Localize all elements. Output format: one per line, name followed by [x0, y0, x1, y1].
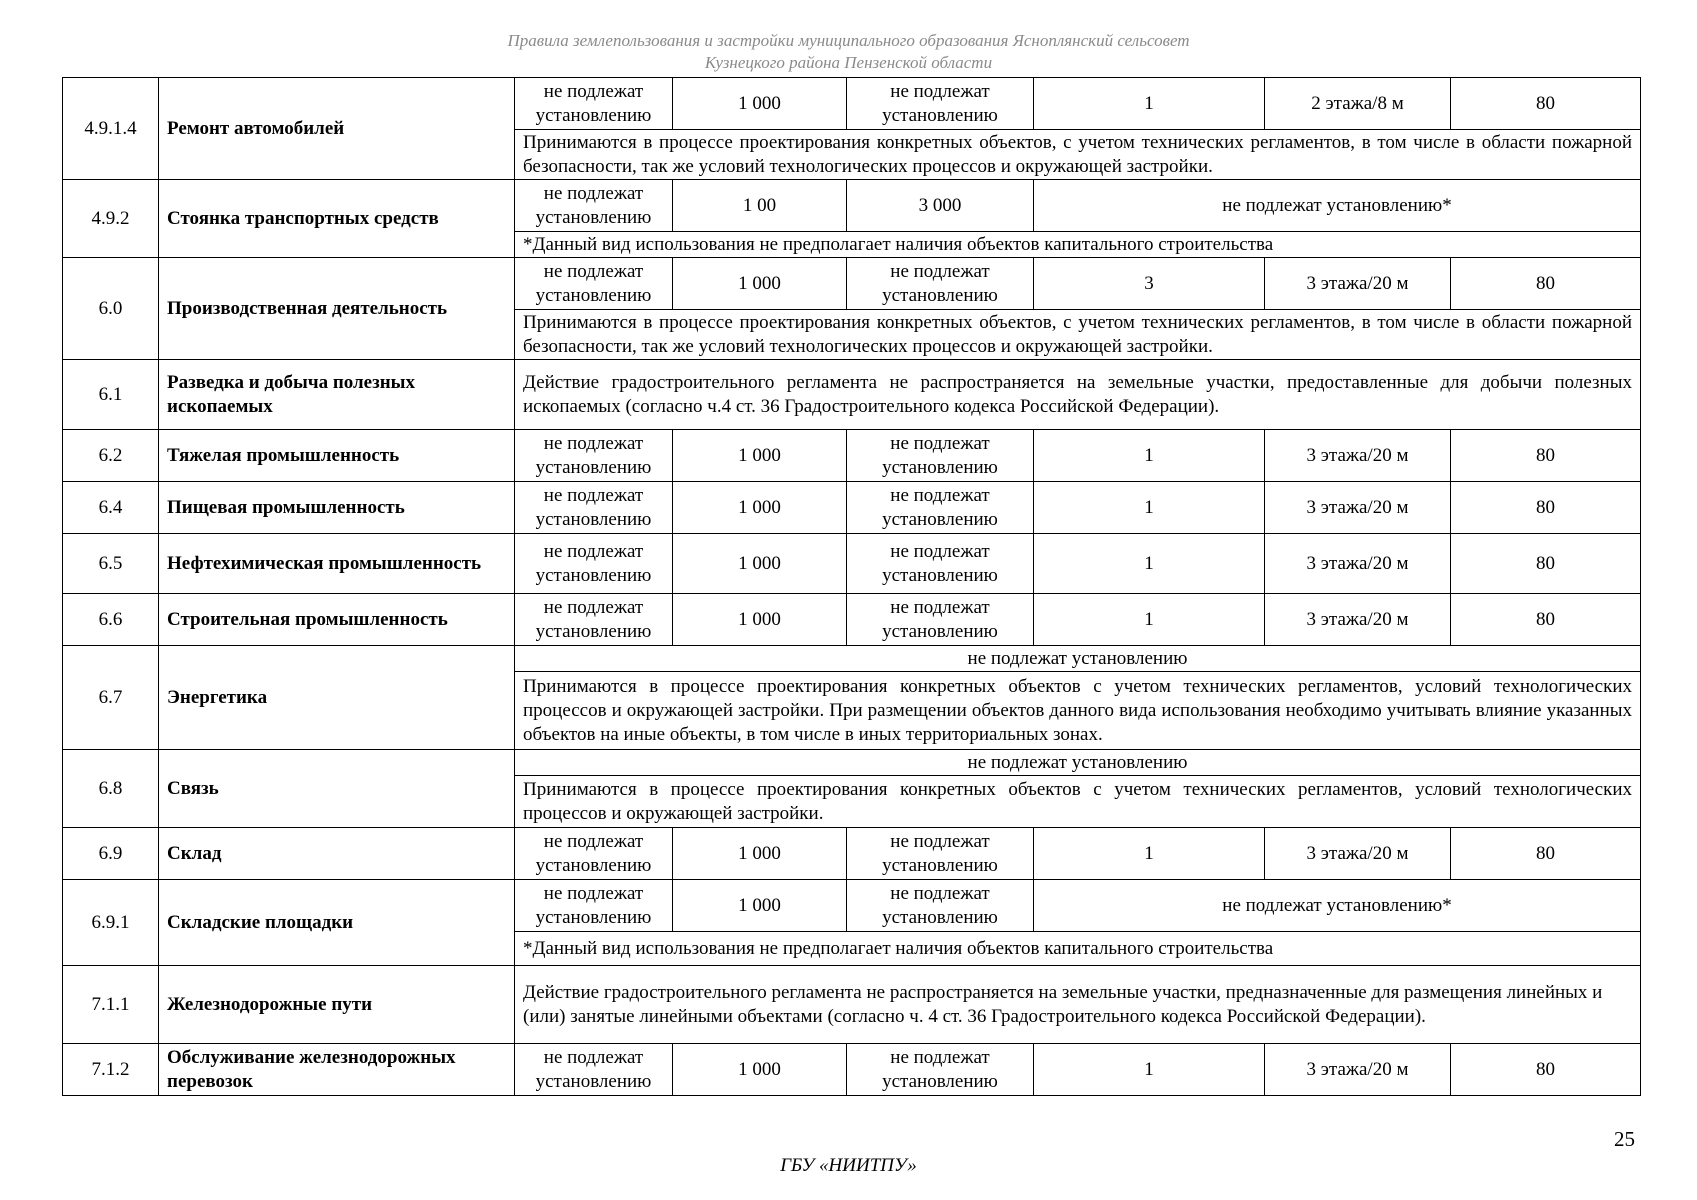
cell-max-area: не подлежат установлению [847, 430, 1034, 482]
row-name: Складские площадки [159, 880, 515, 966]
cell-span-text: не подлежат установлению [515, 750, 1641, 776]
cell-value: 1 000 [673, 430, 847, 482]
cell-setback: 1 [1034, 482, 1265, 534]
table-row [63, 430, 1641, 482]
cell-min-area: не подлежат установлению [515, 258, 673, 310]
row-code: 6.2 [63, 430, 159, 482]
cell-coverage: 80 [1451, 594, 1641, 646]
cell-setback: 1 [1034, 828, 1265, 880]
cell-min-area: не подлежат установлению [515, 430, 673, 482]
cell-value: 1 000 [673, 1044, 847, 1096]
row-code: 7.1.2 [63, 1044, 159, 1096]
row-note: Действие градостроительного регламента не распространяется на земельные участки, предоставленные для добычи полезных ископаемых (согласно ч.4 ст. 36 Градостроительного кодекса Российской Федерации). [515, 360, 1641, 430]
header-line-2: Кузнецкого района Пензенской области [704, 53, 993, 72]
row-name: Связь [159, 750, 515, 828]
cell-max-area: не подлежат установлению [847, 828, 1034, 880]
cell-min-area: не подлежат установлению [515, 534, 673, 594]
row-note: Принимаются в процессе проектирования конкретных объектов, с учетом технических регламентов, в том числе в области пожарной безопасности, так же условий технологических процессов и окружающей застройки. [515, 310, 1641, 360]
cell-floors: 3 этажа/20 м [1265, 1044, 1451, 1096]
row-code: 6.6 [63, 594, 159, 646]
row-name: Ремонт автомобилей [159, 78, 515, 180]
table-row [63, 880, 1641, 932]
table-row [63, 534, 1641, 594]
cell-coverage: 80 [1451, 78, 1641, 130]
cell-value: 1 000 [673, 78, 847, 130]
page-number: 25 [1614, 1127, 1635, 1151]
cell-floors: 3 этажа/20 м [1265, 482, 1451, 534]
running-header [0, 30, 1697, 74]
cell-floors: 3 этажа/20 м [1265, 594, 1451, 646]
table-row [63, 78, 1641, 130]
row-name: Энергетика [159, 646, 515, 750]
cell-floors: 3 этажа/20 м [1265, 828, 1451, 880]
row-name: Разведка и добыча полезных ископаемых [159, 360, 515, 430]
row-name: Склад [159, 828, 515, 880]
row-name: Строительная промышленность [159, 594, 515, 646]
row-note: Действие градостроительного регламента не распространяется на земельные участки, предназначенные для размещения линейных и (или) занятые линейными объектами (согласно ч. 4 ст. 36 Градостроительного кодекса Российской Федерации). [515, 966, 1641, 1044]
cell-merged: не подлежат установлению* [1034, 880, 1641, 932]
cell-max-area: 3 000 [847, 180, 1034, 232]
cell-coverage: 80 [1451, 482, 1641, 534]
row-code: 6.7 [63, 646, 159, 750]
table-row [63, 646, 1641, 672]
row-note: Принимаются в процессе проектирования конкретных объектов с учетом технических регламентов, условий технологических процессов и окружающей застройки. При размещении объектов данного вида использования необходимо учитывать влияние указанных объектов на иные объекты, в том числе в иных территориальных зонах. [515, 672, 1641, 750]
cell-merged: не подлежат установлению* [1034, 180, 1641, 232]
row-name: Нефтехимическая промышленность [159, 534, 515, 594]
row-code: 4.9.2 [63, 180, 159, 258]
cell-max-area: не подлежат установлению [847, 1044, 1034, 1096]
cell-coverage: 80 [1451, 828, 1641, 880]
cell-min-area: не подлежат установлению [515, 1044, 673, 1096]
cell-value: 1 00 [673, 180, 847, 232]
cell-min-area: не подлежат установлению [515, 482, 673, 534]
cell-min-area: не подлежат установлению [515, 880, 673, 932]
row-code: 6.9.1 [63, 880, 159, 966]
cell-value: 1 000 [673, 828, 847, 880]
table-row [63, 180, 1641, 232]
row-name: Тяжелая промышленность [159, 430, 515, 482]
row-note: Принимаются в процессе проектирования конкретных объектов с учетом технических регламентов, условий технологических процессов и окружающей застройки. [515, 776, 1641, 828]
footer-organization: ГБУ «НИИТПУ» [780, 1155, 917, 1176]
cell-setback: 3 [1034, 258, 1265, 310]
row-note: *Данный вид использования не предполагает наличия объектов капитального строительства [515, 232, 1641, 258]
row-note: *Данный вид использования не предполагает наличия объектов капитального строительства [515, 932, 1641, 966]
cell-setback: 1 [1034, 78, 1265, 130]
table-row [63, 1044, 1641, 1096]
cell-setback: 1 [1034, 1044, 1265, 1096]
table-row [63, 750, 1641, 776]
cell-max-area: не подлежат установлению [847, 534, 1034, 594]
cell-floors: 2 этажа/8 м [1265, 78, 1451, 130]
row-name: Железнодорожные пути [159, 966, 515, 1044]
cell-value: 1 000 [673, 258, 847, 310]
table-row [63, 482, 1641, 534]
table-row [63, 360, 1641, 430]
row-code: 7.1.1 [63, 966, 159, 1044]
table-row [63, 828, 1641, 880]
cell-setback: 1 [1034, 534, 1265, 594]
row-code: 6.8 [63, 750, 159, 828]
row-code: 6.5 [63, 534, 159, 594]
row-name: Обслуживание железнодорожных перевозок [159, 1044, 515, 1096]
header-line-1: Правила землепользования и застройки муниципального образования Ясноплянский сельсовет [507, 31, 1190, 50]
cell-value: 1 000 [673, 482, 847, 534]
row-code: 6.1 [63, 360, 159, 430]
row-code: 6.0 [63, 258, 159, 360]
cell-max-area: не подлежат установлению [847, 78, 1034, 130]
table-row [63, 966, 1641, 1044]
cell-floors: 3 этажа/20 м [1265, 534, 1451, 594]
cell-coverage: 80 [1451, 258, 1641, 310]
cell-span-text: не подлежат установлению [515, 646, 1641, 672]
row-name: Пищевая промышленность [159, 482, 515, 534]
cell-min-area: не подлежат установлению [515, 594, 673, 646]
cell-setback: 1 [1034, 430, 1265, 482]
row-note: Принимаются в процессе проектирования конкретных объектов, с учетом технических регламентов, в том числе в области пожарной безопасности, так же условий технологических процессов и окружающей застройки. [515, 130, 1641, 180]
row-code: 4.9.1.4 [63, 78, 159, 180]
cell-min-area: не подлежат установлению [515, 828, 673, 880]
cell-setback: 1 [1034, 594, 1265, 646]
cell-floors: 3 этажа/20 м [1265, 258, 1451, 310]
cell-max-area: не подлежат установлению [847, 482, 1034, 534]
row-code: 6.9 [63, 828, 159, 880]
cell-value: 1 000 [673, 594, 847, 646]
cell-max-area: не подлежат установлению [847, 880, 1034, 932]
cell-max-area: не подлежат установлению [847, 594, 1034, 646]
cell-max-area: не подлежат установлению [847, 258, 1034, 310]
regulations-table [62, 77, 1641, 1096]
cell-value: 1 000 [673, 534, 847, 594]
cell-floors: 3 этажа/20 м [1265, 430, 1451, 482]
cell-coverage: 80 [1451, 430, 1641, 482]
row-name: Стоянка транспортных средств [159, 180, 515, 258]
cell-value: 1 000 [673, 880, 847, 932]
row-code: 6.4 [63, 482, 159, 534]
cell-coverage: 80 [1451, 1044, 1641, 1096]
table-row [63, 258, 1641, 310]
cell-min-area: не подлежат установлению [515, 180, 673, 232]
table-row [63, 594, 1641, 646]
row-name: Производственная деятельность [159, 258, 515, 360]
cell-min-area: не подлежат установлению [515, 78, 673, 130]
cell-coverage: 80 [1451, 534, 1641, 594]
